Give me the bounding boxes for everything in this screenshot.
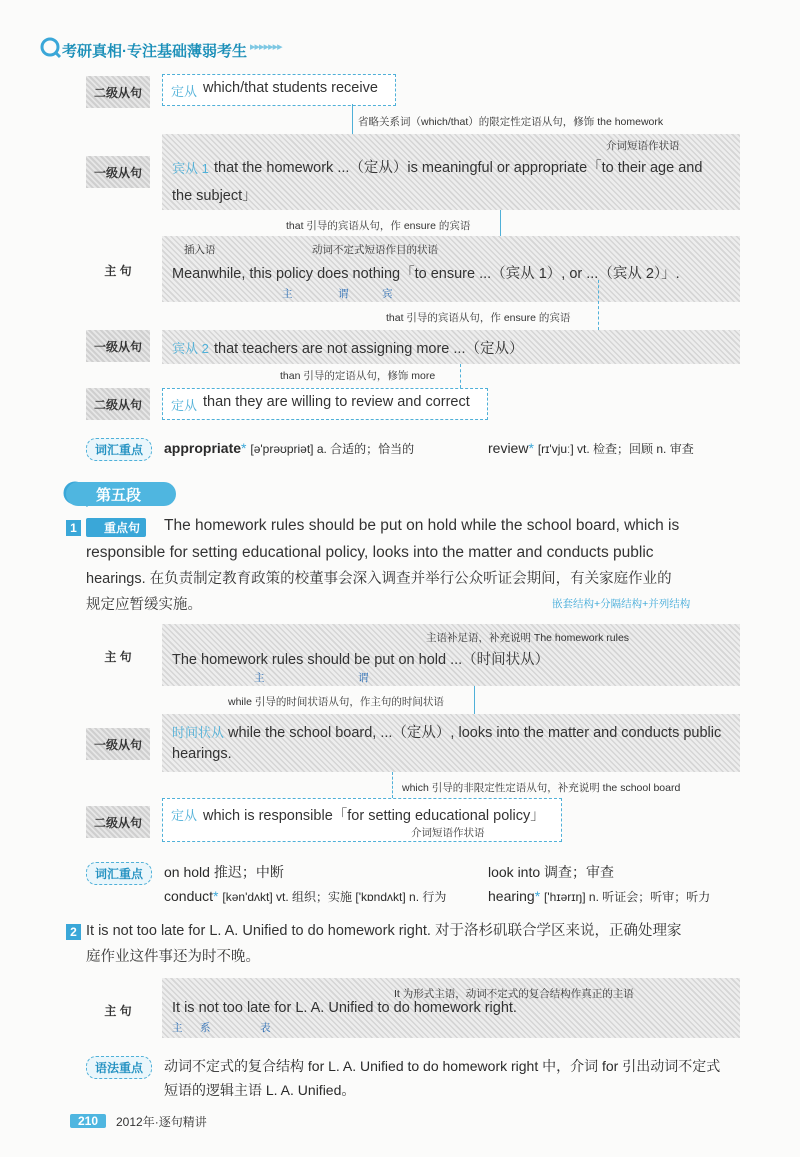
clause-tag: 定从 <box>171 398 198 413</box>
grammar-badge: 语法重点 <box>86 1056 152 1079</box>
vocab-word: hearing <box>488 888 535 904</box>
clause-box-rel1 <box>162 74 396 106</box>
vocab-entry: hearing* ['hɪərɪŋ] n. 听证会；听审；听力 <box>488 888 711 904</box>
clause-text-line1: while the school board, ...（定从）, looks into the matter and conducts public <box>228 725 722 741</box>
annotation-note: that 引导的宾语从句，作 ensure 的宾语 <box>386 312 571 324</box>
vocab-entry: on hold 推迟；中断 <box>164 864 284 880</box>
vocab-word: conduct <box>164 888 214 904</box>
clause-box-time <box>162 714 740 772</box>
role-object: 宾 <box>382 288 393 300</box>
annotation-note: 省略关系词（which/that）的限定性定语从句，修饰 the homework <box>358 116 664 128</box>
clause-tag: 定从 <box>171 84 198 99</box>
grammar-line: 动词不定式的复合结构 for L. A. Unified to do homework right 中，介词 for 引出动词不定式 <box>164 1058 721 1074</box>
sentence-line: 庭作业这件事还为时不晚。 <box>86 949 260 965</box>
vocab-entry: review* [rɪ'vjuː] vt. 检查；回顾 n. 审查 <box>488 440 694 456</box>
main-clause-box <box>162 236 740 302</box>
annotation-note: which 引导的非限定性定语从句，补充说明 the school board <box>402 782 681 794</box>
main-clause-box <box>162 624 740 686</box>
page-number: 210 <box>70 1114 106 1128</box>
annotation-note: 动词不定式短语作目的状语 <box>312 244 438 256</box>
vocab-entry: look into 调查；审查 <box>488 864 615 880</box>
vocab-badge: 词汇重点 <box>86 438 152 461</box>
role-link: 系 <box>200 1022 211 1034</box>
annotation-note: 主语补足语，补充说明 The homework rules <box>426 632 630 644</box>
annotation-note: that 引导的宾语从句，作 ensure 的宾语 <box>286 220 471 232</box>
annotation-note: while 引导的时间状语从句，作主句的时间状语 <box>228 696 444 708</box>
main-clause-text: It is not too late for L. A. Unified to do homework right. <box>172 1000 517 1016</box>
clause-text: which/that students receive <box>203 80 378 96</box>
row-label-main: 主 句 <box>104 263 132 278</box>
row-label-second: 二级从句 <box>86 806 150 838</box>
role-subject: 主 <box>254 672 265 684</box>
vocab-def: [kən'dʌkt] vt. 组织；实施 ['kɒndʌkt] n. 行为 <box>222 890 447 904</box>
vocab-entry: appropriate* [ə'prəʊpriət] a. 合适的；恰当的 <box>164 440 415 456</box>
connector-line <box>598 280 599 330</box>
row-label-main: 主 句 <box>104 1003 132 1018</box>
magnifier-logo-icon <box>40 37 62 59</box>
clause-tag: 宾从 1 <box>172 161 209 176</box>
structure-note: 嵌套结构+分隔结构+并列结构 <box>552 598 691 610</box>
main-clause-text: The homework rules should be put on hold ...（时间状从） <box>172 652 550 668</box>
clause-box-obj2 <box>162 330 740 364</box>
clause-box-rel2 <box>162 388 488 420</box>
connector-line <box>460 364 461 388</box>
vocab-def: [ə'prəʊpriət] a. 合适的；恰当的 <box>250 442 415 456</box>
annotation-note: 介词短语作状语 <box>606 140 680 152</box>
key-sentence-badge: 重点句 <box>86 518 146 537</box>
clause-tag: 宾从 2 <box>172 341 209 356</box>
row-label-main: 主 句 <box>104 649 132 664</box>
sentence-line: hearings. 在负责制定教育政策的校董事会深入调查并举行公众听证会期间，有关家庭作业的 <box>86 571 672 587</box>
main-clause-text: Meanwhile, this policy does nothing「to ensure ...（宾从 1）, or ...（宾从 2）」. <box>172 266 680 282</box>
footer-text: 2012年·逐句精讲 <box>116 1115 207 1129</box>
annotation-note: It 为形式主语，动词不定式的复合结构作真正的主语 <box>394 988 634 1000</box>
clause-text: that teachers are not assigning more ...（定从） <box>214 341 524 357</box>
sentence-line: responsible for setting educational policy, looks into the matter and conducts public <box>86 544 654 561</box>
sentence-line: The homework rules should be put on hold while the school board, which is <box>164 517 680 534</box>
row-label-first: 一级从句 <box>86 330 150 362</box>
vocab-entry: conduct* [kən'dʌkt] vt. 组织；实施 ['kɒndʌkt] n. 行为 <box>164 888 447 904</box>
connector-line <box>392 772 393 798</box>
clause-text: which is responsible「for setting educational policy」 <box>203 808 545 824</box>
sentence-number: 2 <box>66 924 81 940</box>
grammar-line: 短语的逻辑主语 L. A. Unified。 <box>164 1082 356 1098</box>
role-verb: 谓 <box>338 288 349 300</box>
annotation-note: than 引导的定语从句，修饰 more <box>280 370 436 382</box>
clause-text-line1: that the homework ...（定从）is meaningful or appropriate「to their age and <box>214 160 703 176</box>
connector-line <box>352 104 353 134</box>
main-clause-box <box>162 978 740 1038</box>
vocab-def: ['hɪərɪŋ] n. 听证会；听审；听力 <box>544 890 711 904</box>
sentence-line: 规定应暂缓实施。 <box>86 597 202 613</box>
sentence-line: It is not too late for L. A. Unified to do homework right. 对于洛杉矶联合学区来说，正确处理家 <box>86 923 682 939</box>
role-verb: 谓 <box>358 672 369 684</box>
role-subject: 主 <box>282 288 293 300</box>
row-label-first: 一级从句 <box>86 728 150 760</box>
clause-tag: 定从 <box>171 808 198 823</box>
vocab-word: appropriate <box>164 440 242 456</box>
clause-text: than they are willing to review and correct <box>203 394 470 410</box>
annotation-note: 插入语 <box>184 244 216 256</box>
vocab-badge: 词汇重点 <box>86 862 152 885</box>
clause-box-obj1 <box>162 134 740 210</box>
section-title: 第五段 <box>66 482 176 506</box>
connector-line <box>474 686 475 714</box>
sentence-number: 1 <box>66 520 81 536</box>
annotation-note: 介词短语作状语 <box>411 827 485 839</box>
row-label-second: 二级从句 <box>86 388 150 420</box>
clause-text-line2: hearings. <box>172 746 232 762</box>
role-subject: 主 <box>172 1022 183 1034</box>
clause-box-rel3 <box>162 798 562 842</box>
vocab-def: [rɪ'vjuː] vt. 检查；回顾 n. 审查 <box>537 442 694 456</box>
header-arrows-icon: ▸▸▸▸▸▸▸ <box>250 41 282 53</box>
row-label-second: 二级从句 <box>86 76 150 108</box>
clause-text-line2: the subject」 <box>172 188 257 204</box>
row-label-first: 一级从句 <box>86 156 150 188</box>
role-predicative: 表 <box>260 1022 271 1034</box>
clause-tag: 时间状从 <box>172 725 225 740</box>
header-title: 考研真相·专注基础薄弱考生 <box>62 43 247 60</box>
vocab-word: review <box>488 440 529 456</box>
